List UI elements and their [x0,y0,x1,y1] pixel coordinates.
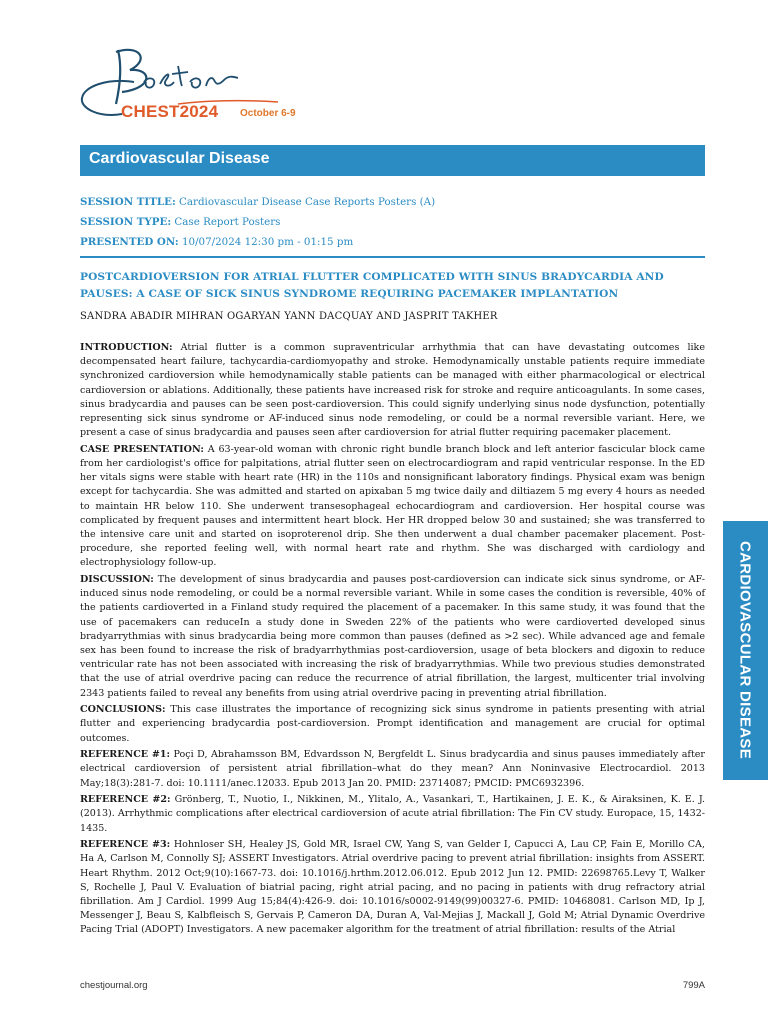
section-text: A 63-year-old woman with chronic right bundle branch block and left anterior fascicular block came from her cardiologist's office for palpitations, atrial flutter seen on electrocardiogram and rapid ventricular response. In the ED her vitals signs were stable with heart rate (HR) in the 110s and nonsignificant laboratory findings. Physical exam was benign except for tachycardia. She was admitted and started on apixaban 5 mg twice daily and diltiazem 5 mg every 4 hours as needed to maintain HR below 110. She underwent transesophageal echocardiogram and cardioversion. Her hospital course was complicated by frequent pauses and intermittent heart block. Her HR dropped below 30 and sustained; she was transferred to the intensive care unit and started on isoproterenol drip. She then underwent a dual chamber pacemaker placement. Post-procedure, she reported feeling well, with normal heart rate and rhythm. She was discharged with cardiology and electrophysiology follow-up. [80,443,705,569]
section-text: Poçi D, Abrahamsson BM, Edvardsson N, Bergfeldt L. Sinus bradycardia and sinus pauses immediately after electrical cardioversion of persistent atrial fibrillation–what do they mean? Ann Noninvasive Electrocardiol. 2013 May;18(3):281-7. doi: 10.1111/anec.12033. Epub 2013 Jan 20. PMID: 23714087; PMCID: PMC6932396. [80,749,705,789]
section-text: Grönberg, T., Nuotio, I., Nikkinen, M., Ylitalo, A., Vasankari, T., Hartikainen, J. E. K., & Airaksinen, K. E. J. (2013). Arrhythmic complications after electrical cardioversion of acute atrial fibrillation: The Fin CV study. Europace, 15, 1432-1435. [80,794,705,834]
reference-3-paragraph [80,838,705,937]
session-title-label: SESSION TITLE: [80,196,176,208]
presented-on-label: PRESENTED ON: [80,236,179,248]
session-type-line [80,216,280,228]
category-banner [80,145,705,176]
article-body [80,341,705,940]
side-tab-label: CARDIOVASCULAR DISEASE [736,540,754,760]
section-divider [80,256,705,258]
footer-journal-url: chestjournal.org [80,980,148,991]
reference-1-paragraph [80,748,705,791]
session-type-label: SESSION TYPE: [80,216,172,228]
boston-chest-2024-logo [78,42,318,124]
discussion-paragraph [80,573,705,701]
section-label: DISCUSSION: [80,574,154,586]
article-title: POSTCARDIOVERSION FOR ATRIAL FLUTTER COMPLICATED WITH SINUS BRADYCARDIA AND PAUSES: A CASE OF SICK SINUS SYNDROME REQUIRING PACEMAKER IMPLANTATION [80,271,664,300]
section-side-tab [723,521,768,780]
article-authors: SANDRA ABADIR MIHRAN OGARYAN YANN DACQUAY AND JASPRIT TAKHER [80,311,498,322]
reference-2-paragraph [80,793,705,836]
category-title: Cardiovascular Disease [89,150,270,167]
section-label: CASE PRESENTATION: [80,443,204,455]
presented-on-value: 10/07/2024 12:30 pm - 01:15 pm [178,236,354,248]
section-label: CONCLUSIONS: [80,704,166,716]
section-label: REFERENCE #1: [80,749,171,761]
section-text: This case illustrates the importance of recognizing sick sinus syndrome in patients presenting with atrial flutter and experiencing bradycardia post-cardioversion. Prompt identification and management are crucial for optimal outcomes. [80,704,705,744]
case-presentation-paragraph [80,443,705,571]
session-type-value: Case Report Posters [171,216,281,228]
section-label: INTRODUCTION: [80,342,173,353]
logo-year-text: 2024 [179,102,219,121]
logo-chest-text: CHEST [121,102,180,121]
conclusions-paragraph [80,703,705,746]
presented-on-line [80,236,353,248]
introduction-paragraph [80,341,705,440]
session-title-value: Cardiovascular Disease Case Reports Posters (A) [175,196,436,208]
section-text: Atrial flutter is a common supraventricular arrhythmia that can have devastating outcomes like decompensated heart failure, tachycardia-cardiomyopathy and stroke. Hemodynamically unstable patients require immediate synchronized cardioversion while hemodynamically stable patients can be managed with either pharmacological or electrical cardioversion or ablations. Additionally, these patients have increased risk for stroke and require anticoagulants. In some cases, sinus bradycardia and pauses can be seen post-cardioversion. This could signify underlying sinus node dysfunction, potentially representing sick sinus syndrome or AF-induced sinus node remodeling, or could be a normal reversible variant. Here, we present a case of sinus bradycardia and pauses seen after cardioversion for atrial flutter requiring pacemaker placement. [80,342,705,439]
section-text: The development of sinus bradycardia and pauses post-cardioversion can indicate sick sinus syndrome, or AF-induced sinus node remodeling, or could be a normal reversible variant. While in some cases the condition is reversible, 40% of the patients cardioverted in a Finland study required the placement of a pacemaker. In this same study, it was found that the use of pacemakers can reduceIn a study done in Sweden 22% of the patients who were cardioverted developed sinus bradyarrythmias with sinus bradycardia being more common than pauses (defined as >2 sec). While advanced age and female sex has been found to increase the risk of bradyarrhythmias post-cardioversion, usage of beta blockers and digoxin to reduce ventricular rate has not been associated with increasing the risk of bradyarrythmias. While two previous studies demonstrated that the use of atrial overdrive pacing can reduce the recurrence of atrial fibrillation, the largest, multicenter trial involving 2343 patients failed to reveal any benefits from using atrial overdrive pacing in preventing atrial fibrillation. [80,574,705,699]
section-label: REFERENCE #2: [80,794,171,806]
session-title-line [80,196,435,208]
section-text: Hohnloser SH, Healey JS, Gold MR, Israel CW, Yang S, van Gelder I, Capucci A, Lau CP, Fain E, Morillo CA, Ha A, Carlson M, Connolly SJ; ASSERT Investigators. Atrial overdrive pacing to prevent atrial fibrillation: insights from ASSERT. Heart Rhythm. 2012 Oct;9(10):1667-73. doi: 10.1016/j.hrthm.2012.06.012. Epub 2012 Jun 12. PMID: 22698765.Levy T, Walker S, Rochelle J, Paul V. Evaluation of biatrial pacing, right atrial pacing, and no pacing in patients with drug refractory atrial fibrillation. Am J Cardiol. 1999 Aug 15;84(4):426-9. doi: 10.1016/s0002-9149(99)00327-6. PMID: 10468081. Carlson MD, Ip J, Messenger J, Beau S, Kalbfleisch S, Gervais P, Cameron DA, Duran A, Val-Mejias J, Mackall J, Gold M; Atrial Dynamic Overdrive Pacing Trial (ADOPT) Investigators. A new pacemaker algorithm for the treatment of atrial fibrillation: results of the Atrial [80,839,705,936]
section-label: REFERENCE #3: [80,839,171,851]
logo-event-date: October 6-9 [240,108,296,119]
footer-page-number: 799A [682,980,705,991]
logo-chest-wordmark [121,102,218,122]
